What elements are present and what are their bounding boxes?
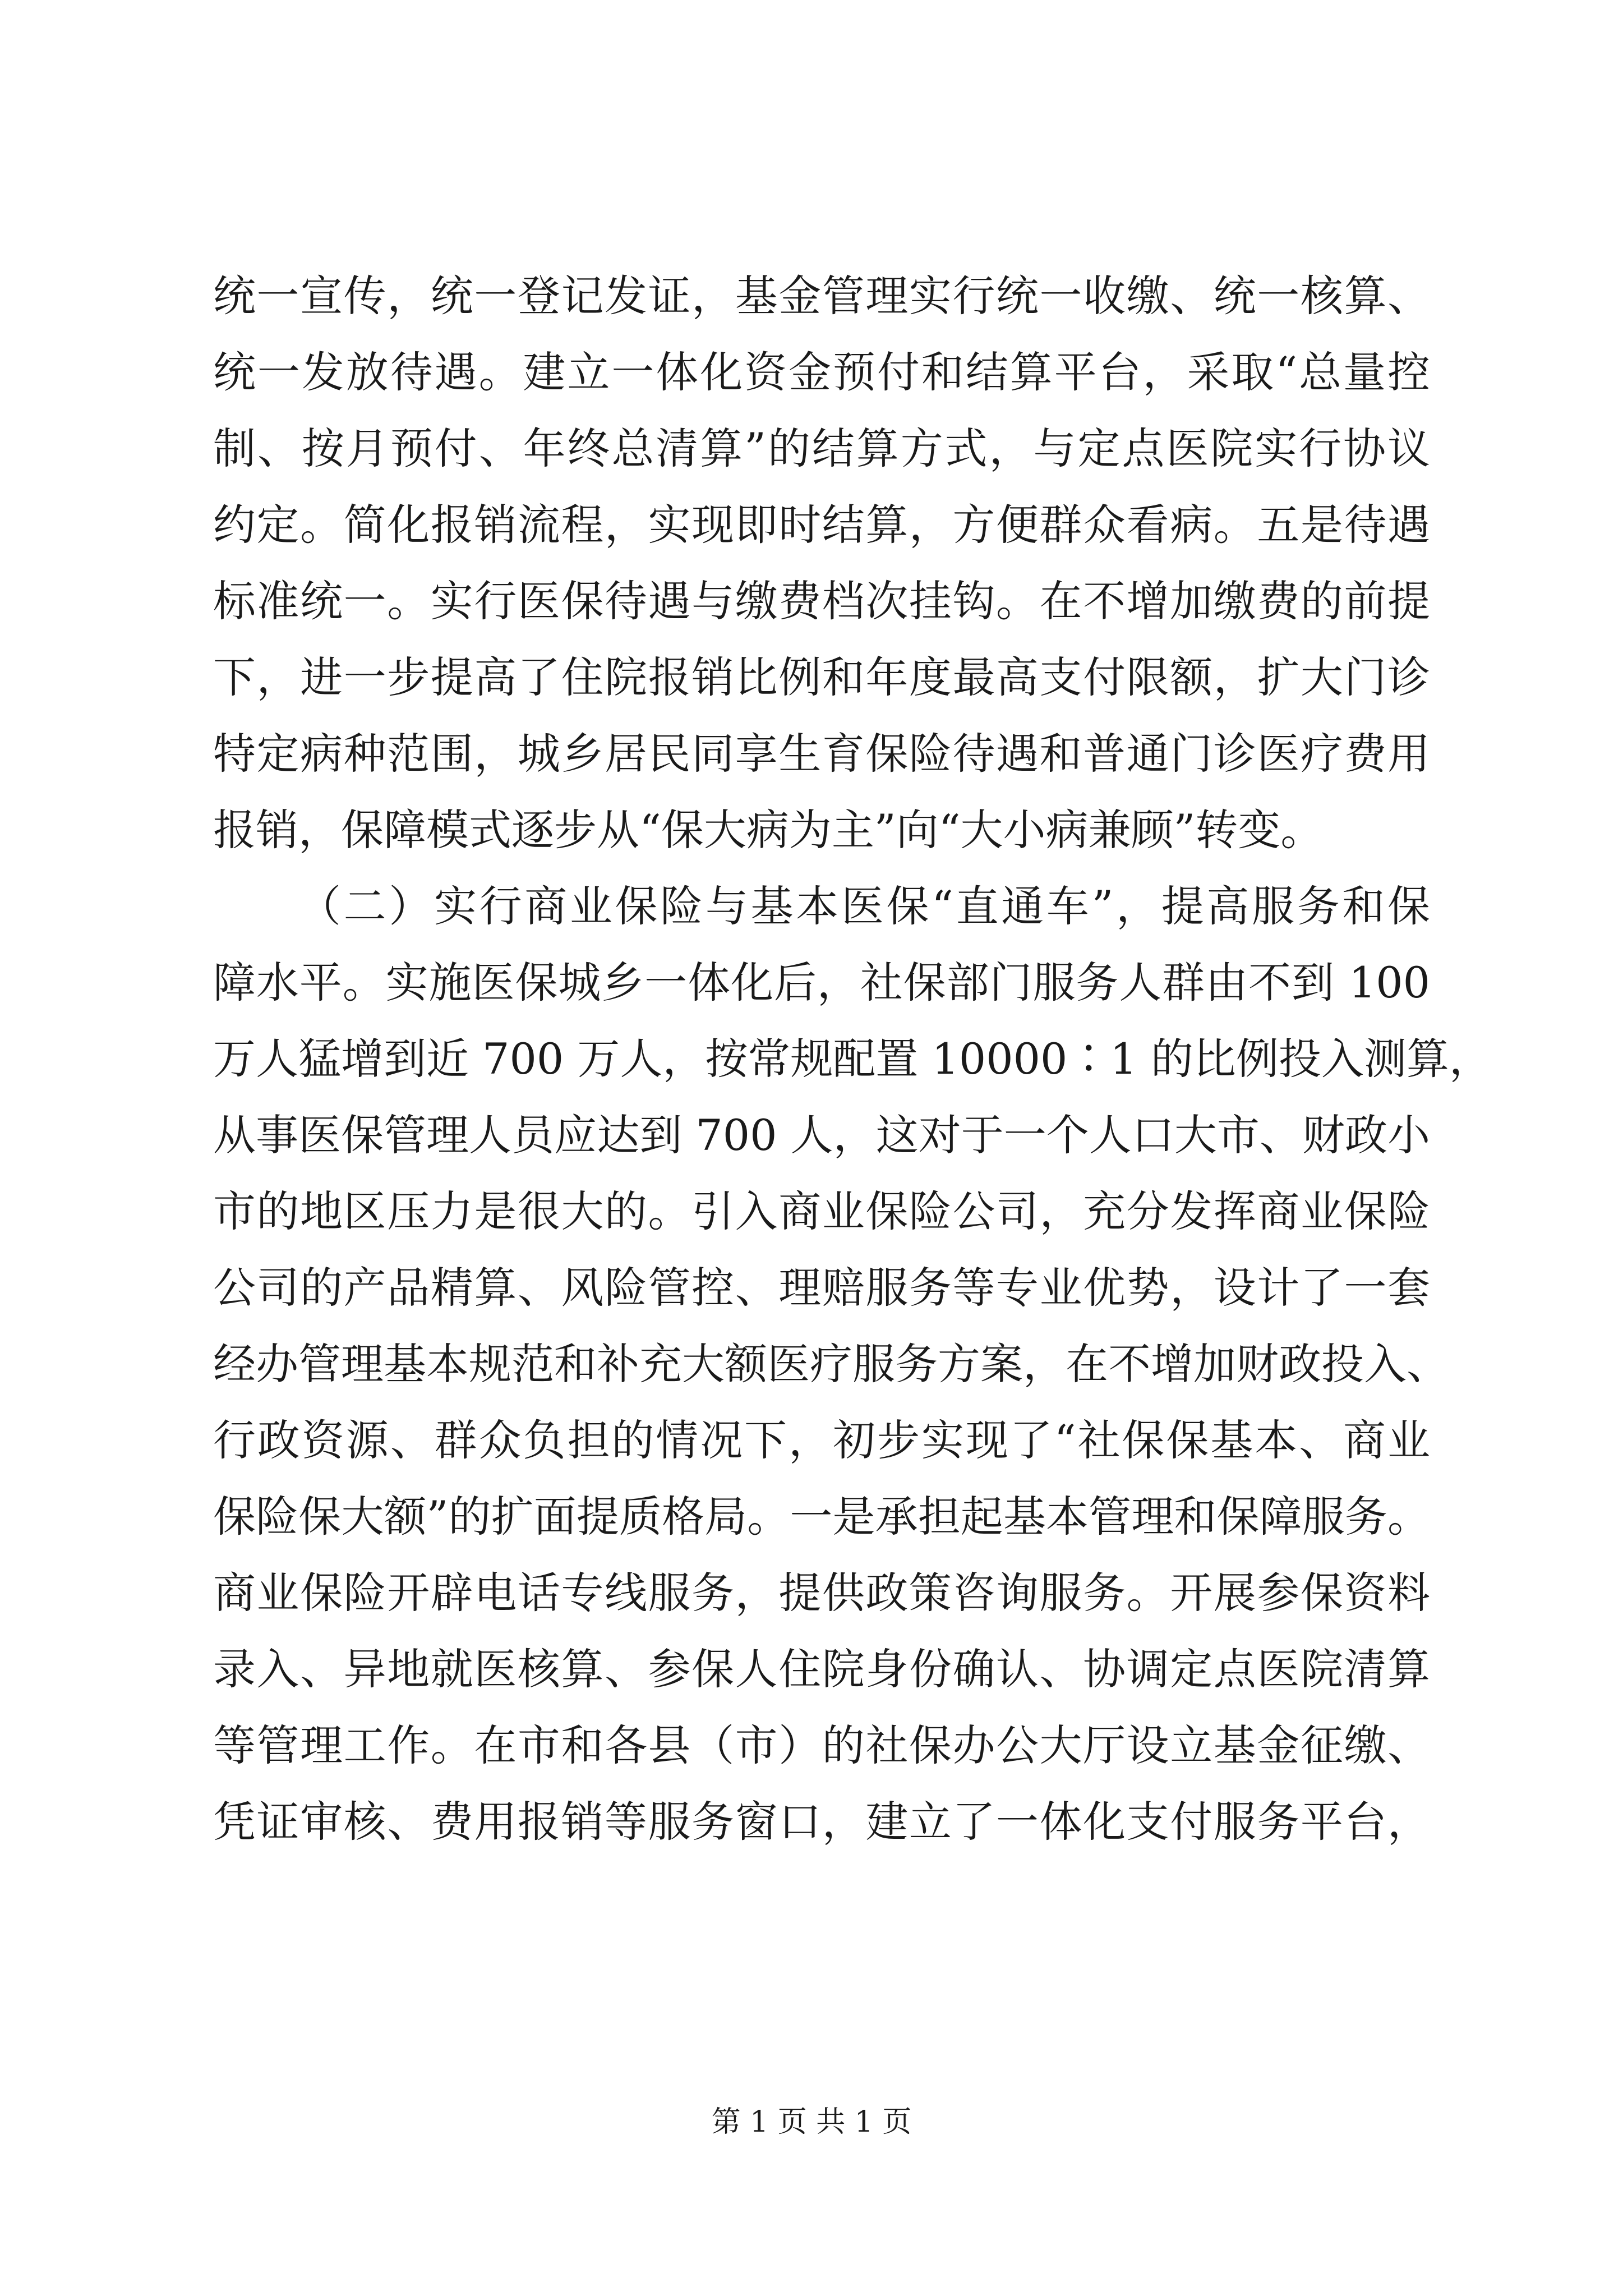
section-heading-line: （二）实行商业保险与基本医保“直通车”，提高服务和保 xyxy=(298,881,1430,931)
text-line: 从事医保管理人员应达到 700 人，这对于一个人口大市、财政小 xyxy=(213,1110,1430,1160)
page-number-label: 第 1 页 共 1 页 xyxy=(711,2105,912,2139)
text-line: 障水平。实施医保城乡一体化后，社保部门服务人群由不到 100 xyxy=(213,958,1430,1007)
text-line: 保险保大额”的扩面提质格局。一是承担起基本管理和保障服务。 xyxy=(213,1492,1430,1542)
text-line: 公司的产品精算、风险管控、理赔服务等专业优势，设计了一套 xyxy=(213,1263,1430,1313)
text-line: 下，进一步提高了住院报销比例和年度最高支付限额，扩大门诊 xyxy=(213,652,1430,702)
text-line: 特定病种范围，城乡居民同享生育保险待遇和普通门诊医疗费用 xyxy=(213,729,1430,779)
page-footer xyxy=(0,2098,1623,2140)
text-line: 制、按月预付、年终总清算”的结算方式，与定点医院实行协议 xyxy=(213,424,1430,473)
text-line: 统一宣传，统一登记发证，基金管理实行统一收缴、统一核算、 xyxy=(213,271,1430,321)
text-line: 万人猛增到近 700 万人，按常规配置 10000∶1 的比例投入测算， xyxy=(213,1034,1492,1084)
text-line: 约定。简化报销流程，实现即时结算，方便群众看病。五是待遇 xyxy=(213,500,1430,550)
text-line: 等管理工作。在市和各县（市）的社保办公大厅设立基金征缴、 xyxy=(213,1720,1430,1770)
text-line: 商业保险开辟电话专线服务，提供政策咨询服务。开展参保资料 xyxy=(213,1568,1430,1618)
text-line: 录入、异地就医核算、参保人住院身份确认、协调定点医院清算 xyxy=(213,1644,1430,1694)
text-line: 经办管理基本规范和补充大额医疗服务方案，在不增加财政投入、 xyxy=(213,1339,1449,1389)
text-line: 行政资源、群众负担的情况下，初步实现了“社保保基本、商业 xyxy=(213,1415,1430,1465)
text-line: 报销，保障模式逐步从“保大病为主”向“大小病兼顾”转变。 xyxy=(213,805,1324,855)
text-line: 凭证审核、费用报销等服务窗口，建立了一体化支付服务平台， xyxy=(213,1797,1430,1847)
text-line: 市的地区压力是很大的。引入商业保险公司，充分发挥商业保险 xyxy=(213,1186,1430,1236)
document-body xyxy=(213,258,1492,1860)
text-line: 统一发放待遇。建立一体化资金预付和结算平台，采取“总量控 xyxy=(213,347,1430,397)
text-line: 标准统一。实行医保待遇与缴费档次挂钩。在不增加缴费的前提 xyxy=(213,576,1430,626)
